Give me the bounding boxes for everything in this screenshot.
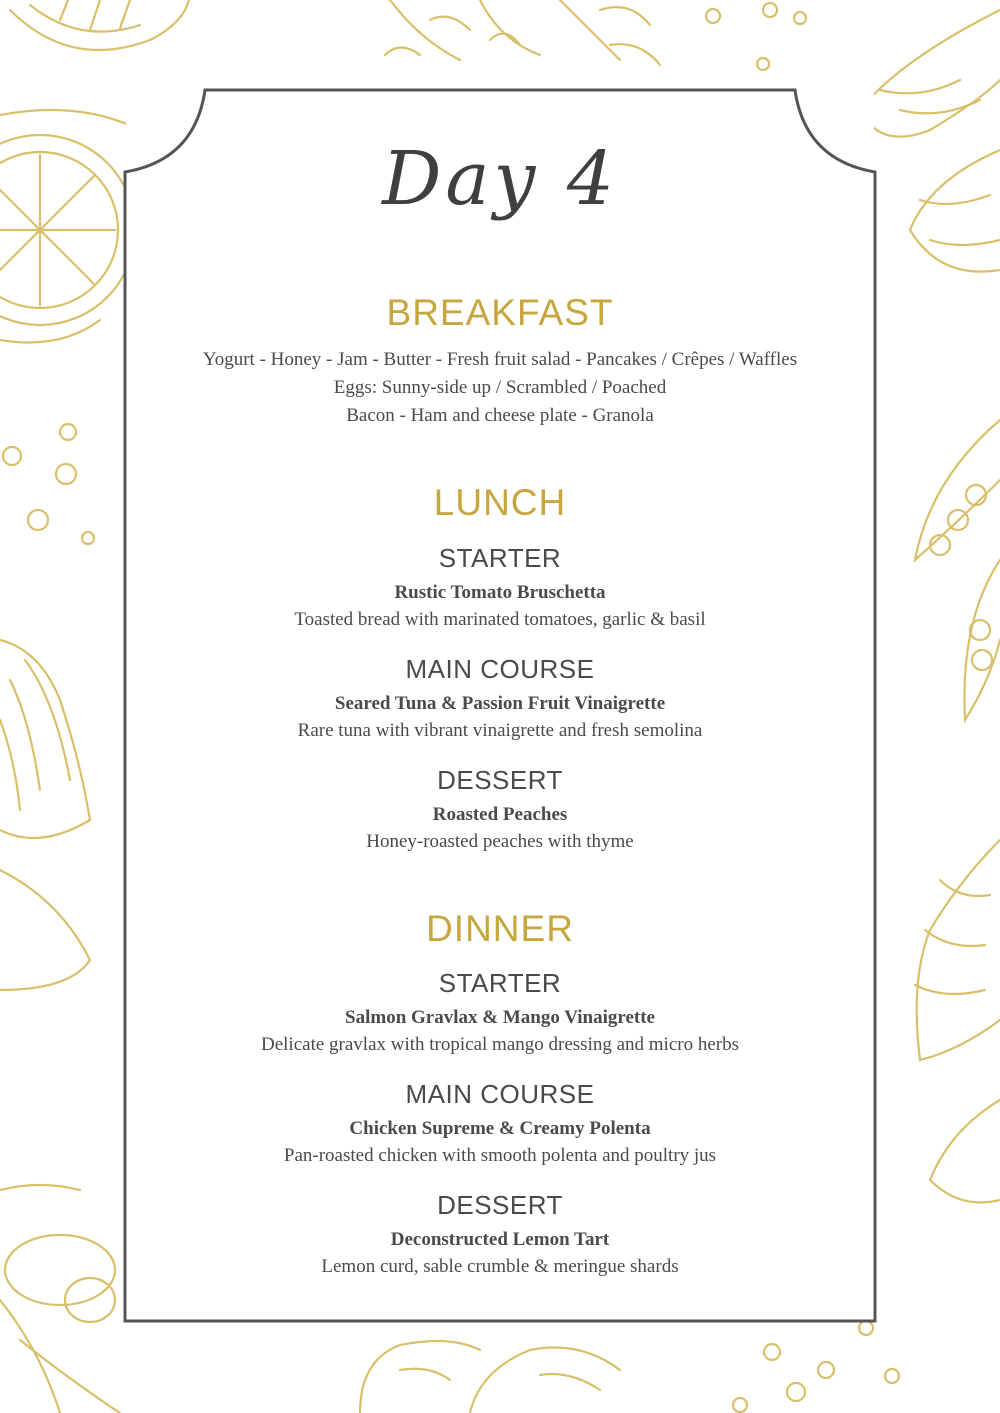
dish-description: Pan-roasted chicken with smooth polenta and poultry jus [283, 1145, 717, 1166]
course-title: MAIN COURSE [405, 1079, 595, 1109]
breakfast-line: Bacon - Ham and cheese plate - Granola [346, 405, 654, 426]
dish-name: Salmon Gravlax & Mango Vinaigrette [345, 1007, 655, 1028]
dish-description: Rare tuna with vibrant vinaigrette and fresh semolina [297, 720, 703, 741]
course-title: STARTER [438, 543, 562, 573]
dish-name: Rustic Tomato Bruschetta [394, 582, 606, 603]
dinner-title: DINNER [426, 908, 574, 949]
breakfast-line: Yogurt - Honey - Jam - Butter - Fresh fruit salad - Pancakes / Crêpes / Waffles [202, 349, 798, 370]
dish-description: Delicate gravlax with tropical mango dressing and micro herbs [260, 1034, 739, 1055]
course-title: STARTER [438, 968, 562, 998]
course-title: DESSERT [437, 1190, 563, 1220]
breakfast-title: BREAKFAST [386, 292, 614, 333]
dish-description: Lemon curd, sable crumble & meringue shards [321, 1256, 679, 1277]
dish-name: Deconstructed Lemon Tart [390, 1229, 610, 1250]
dish-description: Toasted bread with marinated tomatoes, garlic & basil [294, 609, 706, 630]
day-title: Day 4 [382, 136, 618, 222]
breakfast-line: Eggs: Sunny-side up / Scrambled / Poached [333, 377, 667, 398]
course-title: MAIN COURSE [405, 654, 595, 684]
dish-name: Chicken Supreme & Creamy Polenta [349, 1118, 651, 1139]
course-title: DESSERT [437, 765, 563, 795]
lunch-title: LUNCH [433, 482, 567, 523]
menu-content [126, 92, 874, 1320]
dish-name: Roasted Peaches [432, 804, 568, 825]
dish-name: Seared Tuna & Passion Fruit Vinaigrette [334, 693, 666, 714]
dish-description: Honey-roasted peaches with thyme [366, 831, 634, 852]
